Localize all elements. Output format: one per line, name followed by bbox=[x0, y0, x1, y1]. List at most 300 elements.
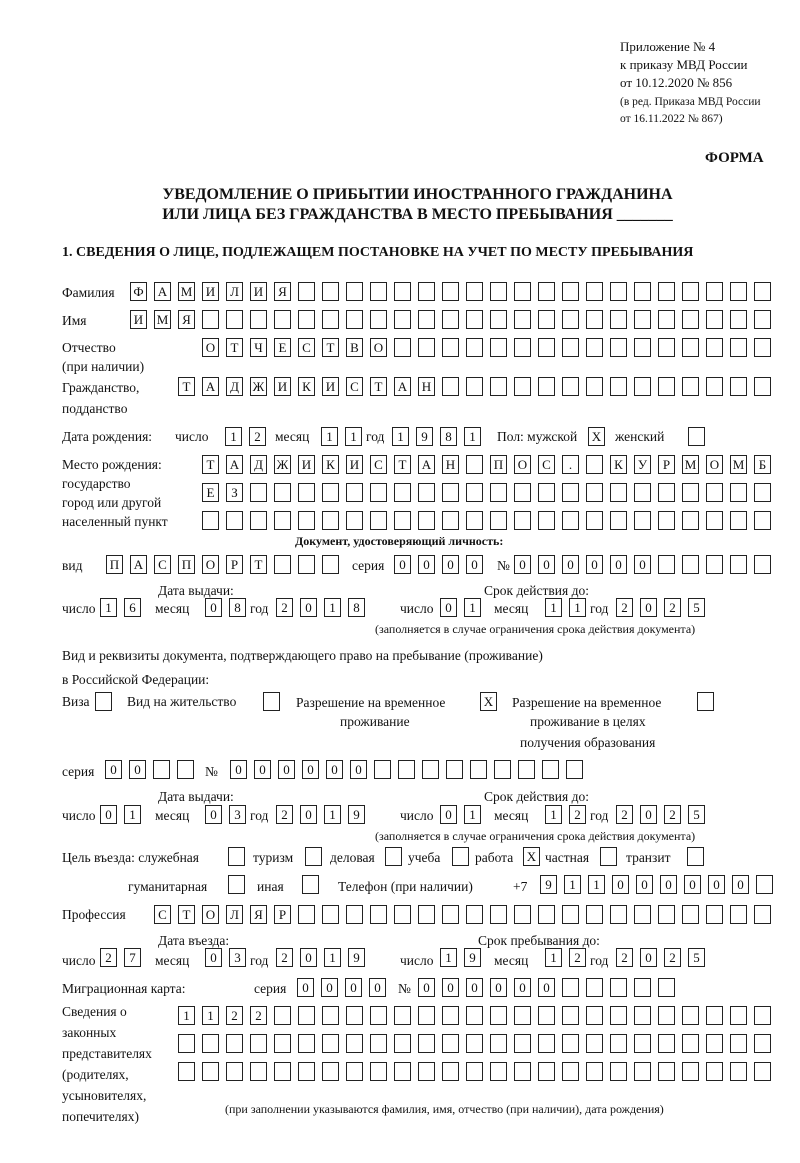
char-cell[interactable]: И bbox=[202, 282, 219, 301]
char-cell[interactable] bbox=[274, 483, 291, 502]
char-cell[interactable]: З bbox=[226, 483, 243, 502]
char-cell[interactable] bbox=[374, 760, 391, 779]
char-cell[interactable]: М bbox=[682, 455, 699, 474]
char-cell[interactable] bbox=[514, 511, 531, 530]
char-cell[interactable] bbox=[418, 511, 435, 530]
char-cell[interactable] bbox=[562, 511, 579, 530]
char-cell[interactable] bbox=[610, 978, 627, 997]
checkbox[interactable] bbox=[95, 692, 112, 711]
char-cell[interactable]: 7 bbox=[124, 948, 141, 967]
char-cell[interactable] bbox=[346, 1034, 363, 1053]
char-cell[interactable]: Л bbox=[226, 282, 243, 301]
char-cell[interactable]: И bbox=[322, 377, 339, 396]
char-cell[interactable] bbox=[562, 905, 579, 924]
char-cell[interactable]: Я bbox=[178, 310, 195, 329]
char-cell[interactable]: 2 bbox=[616, 598, 633, 617]
char-cell[interactable] bbox=[442, 905, 459, 924]
char-cell[interactable] bbox=[586, 1062, 603, 1081]
char-cell[interactable]: 0 bbox=[660, 875, 677, 894]
char-cell[interactable] bbox=[298, 511, 315, 530]
char-cell[interactable]: А bbox=[130, 555, 147, 574]
char-cell[interactable] bbox=[538, 310, 555, 329]
char-cell[interactable] bbox=[730, 1062, 747, 1081]
char-cell[interactable] bbox=[706, 905, 723, 924]
char-cell[interactable] bbox=[566, 760, 583, 779]
char-cell[interactable]: 1 bbox=[392, 427, 409, 446]
char-cell[interactable]: 0 bbox=[640, 948, 657, 967]
char-cell[interactable] bbox=[466, 1062, 483, 1081]
char-cell[interactable] bbox=[658, 905, 675, 924]
char-cell[interactable]: 0 bbox=[418, 555, 435, 574]
char-cell[interactable] bbox=[298, 1062, 315, 1081]
char-cell[interactable]: 9 bbox=[540, 875, 557, 894]
char-cell[interactable]: Л bbox=[226, 905, 243, 924]
char-cell[interactable] bbox=[466, 455, 483, 474]
checkbox[interactable] bbox=[452, 847, 469, 866]
char-cell[interactable] bbox=[202, 1034, 219, 1053]
char-cell[interactable] bbox=[346, 1006, 363, 1025]
checkbox[interactable] bbox=[385, 847, 402, 866]
char-cell[interactable]: 9 bbox=[348, 805, 365, 824]
char-cell[interactable] bbox=[634, 511, 651, 530]
char-cell[interactable]: 0 bbox=[538, 555, 555, 574]
char-cell[interactable] bbox=[634, 978, 651, 997]
char-cell[interactable] bbox=[370, 483, 387, 502]
char-cell[interactable] bbox=[610, 282, 627, 301]
char-cell[interactable]: 0 bbox=[278, 760, 295, 779]
char-cell[interactable]: 2 bbox=[249, 427, 266, 446]
char-cell[interactable] bbox=[586, 310, 603, 329]
char-cell[interactable] bbox=[250, 310, 267, 329]
char-cell[interactable] bbox=[706, 1006, 723, 1025]
char-cell[interactable] bbox=[394, 338, 411, 357]
char-cell[interactable] bbox=[322, 1062, 339, 1081]
char-cell[interactable]: 9 bbox=[416, 427, 433, 446]
char-cell[interactable]: 0 bbox=[440, 805, 457, 824]
char-cell[interactable]: А bbox=[202, 377, 219, 396]
char-cell[interactable]: 1 bbox=[564, 875, 581, 894]
checkbox[interactable]: X bbox=[523, 847, 540, 866]
char-cell[interactable]: И bbox=[346, 455, 363, 474]
char-cell[interactable]: Т bbox=[202, 455, 219, 474]
char-cell[interactable] bbox=[562, 1062, 579, 1081]
char-cell[interactable] bbox=[682, 555, 699, 574]
char-cell[interactable] bbox=[706, 511, 723, 530]
char-cell[interactable] bbox=[754, 483, 771, 502]
char-cell[interactable] bbox=[514, 1062, 531, 1081]
char-cell[interactable] bbox=[202, 310, 219, 329]
char-cell[interactable] bbox=[562, 483, 579, 502]
char-cell[interactable]: Т bbox=[226, 338, 243, 357]
char-cell[interactable] bbox=[226, 511, 243, 530]
char-cell[interactable] bbox=[490, 338, 507, 357]
char-cell[interactable] bbox=[466, 282, 483, 301]
char-cell[interactable] bbox=[658, 1006, 675, 1025]
char-cell[interactable] bbox=[442, 1062, 459, 1081]
char-cell[interactable] bbox=[586, 905, 603, 924]
char-cell[interactable]: Т bbox=[394, 455, 411, 474]
char-cell[interactable] bbox=[298, 483, 315, 502]
char-cell[interactable] bbox=[562, 310, 579, 329]
char-cell[interactable]: 0 bbox=[100, 805, 117, 824]
char-cell[interactable]: 0 bbox=[205, 948, 222, 967]
char-cell[interactable] bbox=[610, 338, 627, 357]
char-cell[interactable] bbox=[394, 1034, 411, 1053]
char-cell[interactable] bbox=[466, 511, 483, 530]
char-cell[interactable] bbox=[634, 905, 651, 924]
char-cell[interactable] bbox=[514, 338, 531, 357]
char-cell[interactable]: 2 bbox=[276, 805, 293, 824]
char-cell[interactable] bbox=[202, 511, 219, 530]
char-cell[interactable] bbox=[394, 905, 411, 924]
char-cell[interactable] bbox=[706, 483, 723, 502]
char-cell[interactable]: Е bbox=[202, 483, 219, 502]
char-cell[interactable] bbox=[730, 310, 747, 329]
char-cell[interactable] bbox=[586, 483, 603, 502]
char-cell[interactable]: Т bbox=[250, 555, 267, 574]
char-cell[interactable]: 0 bbox=[732, 875, 749, 894]
char-cell[interactable] bbox=[466, 1034, 483, 1053]
char-cell[interactable]: Я bbox=[250, 905, 267, 924]
char-cell[interactable] bbox=[202, 1062, 219, 1081]
char-cell[interactable]: М bbox=[154, 310, 171, 329]
char-cell[interactable] bbox=[298, 310, 315, 329]
char-cell[interactable] bbox=[682, 905, 699, 924]
char-cell[interactable] bbox=[754, 338, 771, 357]
char-cell[interactable] bbox=[562, 1006, 579, 1025]
char-cell[interactable] bbox=[322, 511, 339, 530]
char-cell[interactable]: П bbox=[106, 555, 123, 574]
char-cell[interactable] bbox=[346, 483, 363, 502]
char-cell[interactable]: 0 bbox=[440, 598, 457, 617]
char-cell[interactable] bbox=[682, 483, 699, 502]
char-cell[interactable] bbox=[322, 1006, 339, 1025]
char-cell[interactable] bbox=[730, 555, 747, 574]
char-cell[interactable] bbox=[658, 282, 675, 301]
char-cell[interactable] bbox=[442, 310, 459, 329]
char-cell[interactable]: 2 bbox=[664, 948, 681, 967]
char-cell[interactable] bbox=[226, 1034, 243, 1053]
char-cell[interactable] bbox=[346, 511, 363, 530]
char-cell[interactable]: 1 bbox=[588, 875, 605, 894]
char-cell[interactable] bbox=[346, 282, 363, 301]
char-cell[interactable] bbox=[418, 338, 435, 357]
char-cell[interactable] bbox=[298, 555, 315, 574]
char-cell[interactable]: 0 bbox=[636, 875, 653, 894]
char-cell[interactable]: 0 bbox=[634, 555, 651, 574]
char-cell[interactable]: 0 bbox=[326, 760, 343, 779]
char-cell[interactable]: 0 bbox=[490, 978, 507, 997]
char-cell[interactable] bbox=[610, 1034, 627, 1053]
char-cell[interactable] bbox=[658, 377, 675, 396]
char-cell[interactable] bbox=[586, 377, 603, 396]
char-cell[interactable] bbox=[730, 483, 747, 502]
char-cell[interactable]: О bbox=[202, 338, 219, 357]
char-cell[interactable] bbox=[466, 377, 483, 396]
char-cell[interactable]: 0 bbox=[230, 760, 247, 779]
char-cell[interactable] bbox=[754, 1034, 771, 1053]
char-cell[interactable] bbox=[494, 760, 511, 779]
char-cell[interactable] bbox=[394, 310, 411, 329]
char-cell[interactable] bbox=[394, 1006, 411, 1025]
char-cell[interactable] bbox=[634, 1062, 651, 1081]
char-cell[interactable]: 0 bbox=[466, 978, 483, 997]
char-cell[interactable] bbox=[466, 310, 483, 329]
char-cell[interactable]: Т bbox=[178, 905, 195, 924]
char-cell[interactable]: 0 bbox=[254, 760, 271, 779]
char-cell[interactable]: Ч bbox=[250, 338, 267, 357]
char-cell[interactable] bbox=[370, 282, 387, 301]
char-cell[interactable] bbox=[634, 483, 651, 502]
char-cell[interactable]: 1 bbox=[440, 948, 457, 967]
char-cell[interactable] bbox=[418, 483, 435, 502]
char-cell[interactable]: 0 bbox=[205, 805, 222, 824]
char-cell[interactable] bbox=[754, 282, 771, 301]
char-cell[interactable] bbox=[490, 282, 507, 301]
char-cell[interactable]: 1 bbox=[225, 427, 242, 446]
char-cell[interactable] bbox=[682, 1034, 699, 1053]
char-cell[interactable]: 0 bbox=[297, 978, 314, 997]
char-cell[interactable] bbox=[754, 555, 771, 574]
char-cell[interactable]: А bbox=[418, 455, 435, 474]
char-cell[interactable] bbox=[634, 1006, 651, 1025]
char-cell[interactable] bbox=[730, 1006, 747, 1025]
char-cell[interactable]: О bbox=[706, 455, 723, 474]
char-cell[interactable] bbox=[490, 310, 507, 329]
char-cell[interactable]: 0 bbox=[640, 805, 657, 824]
char-cell[interactable] bbox=[490, 377, 507, 396]
char-cell[interactable]: 2 bbox=[100, 948, 117, 967]
char-cell[interactable]: С bbox=[298, 338, 315, 357]
char-cell[interactable] bbox=[706, 1062, 723, 1081]
char-cell[interactable]: Б bbox=[754, 455, 771, 474]
char-cell[interactable] bbox=[658, 483, 675, 502]
char-cell[interactable] bbox=[538, 483, 555, 502]
char-cell[interactable]: 1 bbox=[202, 1006, 219, 1025]
char-cell[interactable] bbox=[538, 1062, 555, 1081]
char-cell[interactable]: И bbox=[130, 310, 147, 329]
char-cell[interactable] bbox=[634, 310, 651, 329]
char-cell[interactable]: 0 bbox=[684, 875, 701, 894]
char-cell[interactable]: 2 bbox=[616, 805, 633, 824]
char-cell[interactable]: 9 bbox=[348, 948, 365, 967]
char-cell[interactable]: 2 bbox=[616, 948, 633, 967]
char-cell[interactable]: 2 bbox=[276, 948, 293, 967]
char-cell[interactable]: С bbox=[538, 455, 555, 474]
checkbox[interactable] bbox=[697, 692, 714, 711]
char-cell[interactable] bbox=[398, 760, 415, 779]
char-cell[interactable] bbox=[322, 1034, 339, 1053]
char-cell[interactable]: Р bbox=[226, 555, 243, 574]
char-cell[interactable]: 0 bbox=[302, 760, 319, 779]
char-cell[interactable]: М bbox=[178, 282, 195, 301]
char-cell[interactable]: 0 bbox=[129, 760, 146, 779]
char-cell[interactable]: 1 bbox=[324, 805, 341, 824]
char-cell[interactable]: 1 bbox=[345, 427, 362, 446]
char-cell[interactable] bbox=[754, 377, 771, 396]
char-cell[interactable] bbox=[538, 377, 555, 396]
char-cell[interactable]: Н bbox=[442, 455, 459, 474]
char-cell[interactable]: 8 bbox=[440, 427, 457, 446]
char-cell[interactable]: 5 bbox=[688, 598, 705, 617]
char-cell[interactable] bbox=[658, 555, 675, 574]
char-cell[interactable]: 0 bbox=[418, 978, 435, 997]
char-cell[interactable] bbox=[442, 282, 459, 301]
char-cell[interactable] bbox=[298, 1006, 315, 1025]
char-cell[interactable] bbox=[610, 511, 627, 530]
char-cell[interactable] bbox=[514, 310, 531, 329]
char-cell[interactable]: А bbox=[154, 282, 171, 301]
char-cell[interactable] bbox=[682, 377, 699, 396]
char-cell[interactable]: 0 bbox=[586, 555, 603, 574]
char-cell[interactable]: П bbox=[178, 555, 195, 574]
char-cell[interactable] bbox=[754, 310, 771, 329]
char-cell[interactable]: 2 bbox=[276, 598, 293, 617]
char-cell[interactable] bbox=[370, 905, 387, 924]
char-cell[interactable] bbox=[518, 760, 535, 779]
char-cell[interactable]: 6 bbox=[124, 598, 141, 617]
char-cell[interactable] bbox=[542, 760, 559, 779]
char-cell[interactable]: Р bbox=[658, 455, 675, 474]
char-cell[interactable] bbox=[466, 338, 483, 357]
char-cell[interactable]: 0 bbox=[300, 805, 317, 824]
char-cell[interactable] bbox=[178, 1034, 195, 1053]
char-cell[interactable]: 8 bbox=[229, 598, 246, 617]
char-cell[interactable]: 1 bbox=[100, 598, 117, 617]
char-cell[interactable] bbox=[730, 377, 747, 396]
char-cell[interactable] bbox=[418, 905, 435, 924]
char-cell[interactable] bbox=[394, 483, 411, 502]
char-cell[interactable] bbox=[706, 338, 723, 357]
char-cell[interactable]: Т bbox=[178, 377, 195, 396]
char-cell[interactable]: 8 bbox=[348, 598, 365, 617]
char-cell[interactable]: 5 bbox=[688, 948, 705, 967]
char-cell[interactable] bbox=[634, 377, 651, 396]
char-cell[interactable] bbox=[250, 1062, 267, 1081]
char-cell[interactable]: 3 bbox=[229, 805, 246, 824]
char-cell[interactable]: О bbox=[514, 455, 531, 474]
char-cell[interactable]: С bbox=[370, 455, 387, 474]
char-cell[interactable] bbox=[153, 760, 170, 779]
char-cell[interactable] bbox=[274, 1034, 291, 1053]
char-cell[interactable]: М bbox=[730, 455, 747, 474]
char-cell[interactable] bbox=[442, 377, 459, 396]
char-cell[interactable] bbox=[346, 310, 363, 329]
char-cell[interactable] bbox=[250, 511, 267, 530]
char-cell[interactable]: 2 bbox=[569, 948, 586, 967]
char-cell[interactable] bbox=[658, 1034, 675, 1053]
char-cell[interactable]: 2 bbox=[226, 1006, 243, 1025]
char-cell[interactable] bbox=[442, 483, 459, 502]
char-cell[interactable] bbox=[562, 282, 579, 301]
char-cell[interactable] bbox=[370, 1006, 387, 1025]
char-cell[interactable]: К bbox=[610, 455, 627, 474]
char-cell[interactable]: 2 bbox=[250, 1006, 267, 1025]
char-cell[interactable] bbox=[490, 511, 507, 530]
char-cell[interactable] bbox=[610, 905, 627, 924]
checkbox[interactable]: X bbox=[480, 692, 497, 711]
char-cell[interactable]: И bbox=[250, 282, 267, 301]
char-cell[interactable]: Е bbox=[274, 338, 291, 357]
char-cell[interactable] bbox=[322, 905, 339, 924]
char-cell[interactable] bbox=[446, 760, 463, 779]
char-cell[interactable] bbox=[586, 978, 603, 997]
char-cell[interactable] bbox=[756, 875, 773, 894]
char-cell[interactable] bbox=[586, 282, 603, 301]
char-cell[interactable] bbox=[442, 1006, 459, 1025]
char-cell[interactable] bbox=[178, 1062, 195, 1081]
char-cell[interactable] bbox=[466, 483, 483, 502]
char-cell[interactable] bbox=[682, 511, 699, 530]
char-cell[interactable]: 1 bbox=[464, 427, 481, 446]
char-cell[interactable] bbox=[706, 310, 723, 329]
char-cell[interactable] bbox=[298, 1034, 315, 1053]
char-cell[interactable] bbox=[514, 905, 531, 924]
char-cell[interactable] bbox=[754, 1062, 771, 1081]
char-cell[interactable] bbox=[514, 282, 531, 301]
char-cell[interactable] bbox=[490, 1062, 507, 1081]
char-cell[interactable] bbox=[322, 282, 339, 301]
char-cell[interactable]: Я bbox=[274, 282, 291, 301]
char-cell[interactable]: 0 bbox=[300, 598, 317, 617]
char-cell[interactable] bbox=[442, 1034, 459, 1053]
char-cell[interactable]: . bbox=[562, 455, 579, 474]
char-cell[interactable]: О bbox=[202, 555, 219, 574]
char-cell[interactable] bbox=[370, 1062, 387, 1081]
char-cell[interactable]: 2 bbox=[664, 598, 681, 617]
char-cell[interactable]: 1 bbox=[569, 598, 586, 617]
char-cell[interactable]: 0 bbox=[300, 948, 317, 967]
char-cell[interactable] bbox=[394, 1062, 411, 1081]
char-cell[interactable]: 0 bbox=[466, 555, 483, 574]
char-cell[interactable] bbox=[634, 1034, 651, 1053]
char-cell[interactable] bbox=[370, 310, 387, 329]
char-cell[interactable]: С bbox=[346, 377, 363, 396]
char-cell[interactable] bbox=[610, 1062, 627, 1081]
char-cell[interactable]: 0 bbox=[442, 555, 459, 574]
char-cell[interactable] bbox=[490, 1034, 507, 1053]
char-cell[interactable]: 0 bbox=[610, 555, 627, 574]
char-cell[interactable]: Н bbox=[418, 377, 435, 396]
char-cell[interactable]: Ж bbox=[250, 377, 267, 396]
char-cell[interactable] bbox=[682, 338, 699, 357]
char-cell[interactable]: 0 bbox=[205, 598, 222, 617]
char-cell[interactable]: 1 bbox=[324, 598, 341, 617]
char-cell[interactable]: 2 bbox=[569, 805, 586, 824]
char-cell[interactable]: И bbox=[274, 377, 291, 396]
char-cell[interactable]: Т bbox=[322, 338, 339, 357]
char-cell[interactable] bbox=[682, 282, 699, 301]
char-cell[interactable] bbox=[730, 511, 747, 530]
char-cell[interactable] bbox=[490, 1006, 507, 1025]
checkbox[interactable] bbox=[305, 847, 322, 866]
char-cell[interactable] bbox=[730, 905, 747, 924]
char-cell[interactable] bbox=[250, 1034, 267, 1053]
char-cell[interactable] bbox=[658, 511, 675, 530]
char-cell[interactable] bbox=[226, 1062, 243, 1081]
char-cell[interactable] bbox=[706, 377, 723, 396]
char-cell[interactable] bbox=[538, 1034, 555, 1053]
char-cell[interactable]: П bbox=[490, 455, 507, 474]
char-cell[interactable] bbox=[490, 483, 507, 502]
char-cell[interactable] bbox=[634, 338, 651, 357]
char-cell[interactable] bbox=[610, 377, 627, 396]
char-cell[interactable] bbox=[538, 905, 555, 924]
char-cell[interactable]: Ж bbox=[274, 455, 291, 474]
char-cell[interactable] bbox=[418, 282, 435, 301]
char-cell[interactable]: В bbox=[346, 338, 363, 357]
char-cell[interactable] bbox=[442, 338, 459, 357]
